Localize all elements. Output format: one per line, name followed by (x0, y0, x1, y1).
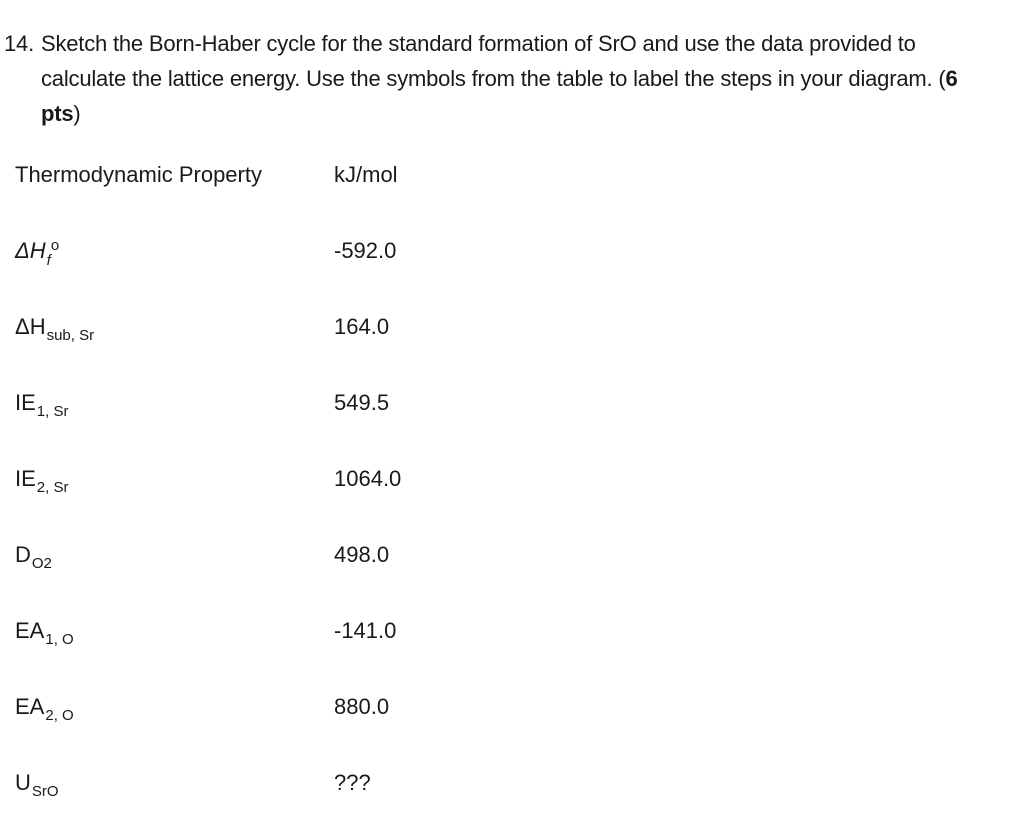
question-line-1-text: Sketch the Born-Haber cycle for the standard formation of SrO and use the data provided to (41, 31, 916, 56)
symbol-main: ΔH (15, 238, 46, 263)
property-symbol (15, 694, 74, 724)
symbol-main: EA (15, 694, 45, 719)
property-value: ??? (334, 770, 371, 795)
question-line-3 (4, 96, 1009, 131)
symbol-subscript: 1, O (45, 631, 74, 648)
property-value: 164.0 (334, 314, 390, 339)
symbol-subscript: 2, Sr (36, 479, 69, 496)
symbol-main: IE (15, 390, 36, 415)
table-row (15, 314, 515, 354)
symbol-subscript: 1, Sr (36, 403, 69, 420)
table-row (15, 238, 515, 278)
table-row (15, 770, 515, 810)
table-header-row (15, 162, 515, 202)
symbol-main: ΔH (15, 314, 46, 339)
property-value: -592.0 (334, 238, 397, 263)
symbol-main: IE (15, 466, 36, 491)
property-symbol (15, 390, 69, 420)
symbol-subscript: 2, O (45, 707, 74, 724)
property-symbol (15, 466, 69, 496)
table-row (15, 542, 515, 582)
property-value: 498.0 (334, 542, 390, 567)
question-number: 14. (4, 31, 34, 56)
question-line-1 (4, 26, 1009, 61)
symbol-subscript: O2 (31, 555, 52, 572)
question-line-3-end: ) (73, 101, 81, 126)
property-symbol (15, 618, 74, 648)
question-line-2-text: calculate the lattice energy. Use the symbols from the table to label the steps in your diagram. ( (41, 66, 946, 91)
symbol-subscript: f (46, 252, 51, 269)
symbol-main: D (15, 542, 31, 567)
question-points-value: 6 (945, 66, 958, 91)
table-row (15, 694, 515, 734)
property-symbol (15, 237, 60, 269)
question-text (4, 26, 1009, 131)
symbol-main: EA (15, 618, 45, 643)
symbol-subscript: sub, Sr (46, 327, 95, 344)
property-value: 1064.0 (334, 466, 402, 491)
header-unit: kJ/mol (334, 162, 398, 187)
property-symbol (15, 770, 59, 800)
symbol-superscript: o (50, 237, 60, 254)
question-line-2 (4, 61, 1009, 96)
property-symbol (15, 314, 95, 344)
property-value: -141.0 (334, 618, 397, 643)
question-points-unit: pts (41, 101, 74, 126)
symbol-main: U (15, 770, 31, 795)
table-row (15, 390, 515, 430)
table-row (15, 618, 515, 658)
header-property: Thermodynamic Property (15, 162, 262, 187)
table-row (15, 466, 515, 506)
property-symbol (15, 542, 52, 572)
symbol-subscript: SrO (31, 783, 59, 800)
property-value: 549.5 (334, 390, 390, 415)
property-value: 880.0 (334, 694, 390, 719)
